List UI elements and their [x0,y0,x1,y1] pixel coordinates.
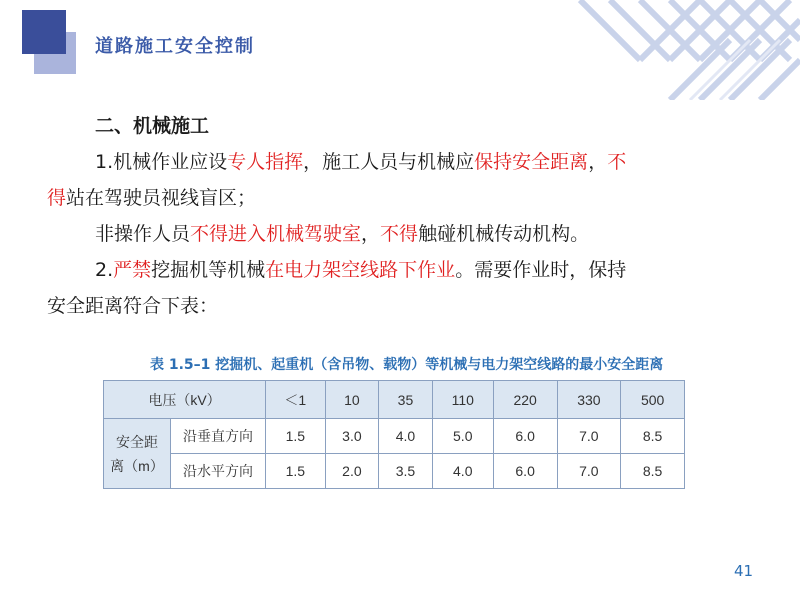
voltage-header: 电压（kV） [104,381,266,419]
text-run: 挖掘机等机械 [151,259,266,281]
paragraph-4: 安全距离符合下表： [47,295,219,317]
table-row [104,454,685,489]
text-run: ， [588,151,608,173]
row-group-label: 离（m） [110,457,164,474]
text-run: 非操作人员 [95,223,191,245]
body-text [47,108,747,324]
table-cell: 8.5 [621,419,685,454]
table-cell: 7.0 [557,419,621,454]
page-header-title: 道路施工安全控制 [95,36,255,57]
text-run: 。需要作业时，保持 [455,259,627,281]
table-row [104,419,685,454]
highlight-text: 在电力架空线路下作业 [265,259,456,281]
table-cell: 2.0 [325,454,379,489]
table-caption: 表 1.5–1 挖掘机、起重机（含吊物、载物）等机械与电力架空线路的最小安全距离 [150,357,664,373]
voltage-cell: 220 [493,381,557,419]
highlight-text: 不 [607,151,627,173]
table-cell: 1.5 [266,419,326,454]
safety-distance-table [103,380,685,489]
table-header-row [104,381,685,419]
table-cell: 5.0 [432,419,493,454]
text-run: 站在驾驶员视线盲区； [66,187,257,209]
row-label: 沿垂直方向 [171,419,266,454]
table-cell: 3.5 [379,454,433,489]
voltage-cell: 330 [557,381,621,419]
table-cell: 6.0 [493,454,557,489]
text-run: 触碰机械传动机构。 [418,223,590,245]
text-run: ，施工人员与机械应 [303,151,475,173]
highlight-text: 不得 [380,223,419,245]
highlight-text: 不得进入机械驾驶室 [190,223,362,245]
voltage-cell: 35 [379,381,433,419]
paragraph-3 [47,252,747,288]
voltage-cell: 110 [432,381,493,419]
paragraph-1-cont [47,180,747,216]
row-group-label: 安全距 [116,433,158,450]
table-cell: 6.0 [493,419,557,454]
text-run: 1.机械作业应设 [95,151,228,173]
logo-square-dark [22,10,66,54]
voltage-cell: 10 [325,381,379,419]
highlight-text: 保持安全距离 [474,151,589,173]
row-group-header [104,419,171,489]
text-run: ， [361,223,381,245]
table-cell: 4.0 [379,419,433,454]
paragraph-2 [47,216,747,252]
table-cell: 4.0 [432,454,493,489]
table-cell: 8.5 [621,454,685,489]
highlight-text: 专人指挥 [227,151,304,173]
voltage-cell: ＜1 [266,381,326,419]
table-cell: 3.0 [325,419,379,454]
highlight-text: 严禁 [113,259,152,281]
page-number: 41 [734,562,754,580]
table-cell: 1.5 [266,454,326,489]
voltage-cell: 500 [621,381,685,419]
paragraph-1 [47,144,747,180]
row-label: 沿水平方向 [171,454,266,489]
highlight-text: 得 [47,187,67,209]
table-cell: 7.0 [557,454,621,489]
corner-lattice-decoration [570,0,800,100]
section-heading: 二、机械施工 [95,115,210,137]
text-run: 2. [95,259,114,281]
